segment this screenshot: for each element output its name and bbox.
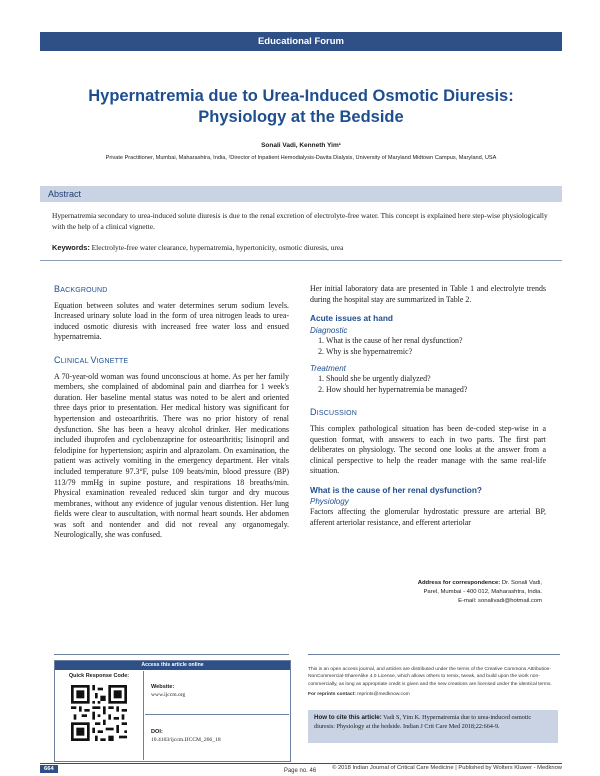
abstract-text: Hypernatremia secondary to urea-induced solute diuresis is due to the renal excretion of electrolyte-free water. This concept is explained here step-wise physiologically with the help of a clinical vignette. [52,211,548,231]
license-divider [308,654,560,655]
website-label: Website: [151,684,175,690]
doi-link[interactable]: 10.4103/ijccm.IJCCM_266_18 [151,737,221,743]
discussion-text: This complex pathological situation has been de-coded step-wise in a question format, with answers to each in two parts. The first part deliberates on physiology. The second one looks at the answer from a clinical perspective to help the reader manage with the same real-life situation. [310,423,546,476]
access-box-header: Access this article online [55,661,290,670]
keywords-text: Electrolyte-free water clearance, hypernatremia, hypertonicity, osmotic diuresis, urea [91,243,344,252]
cite-label: How to cite this article: [314,714,382,721]
qr-label: Quick Response Code: [68,673,130,679]
section-banner: Educational Forum [40,32,562,51]
keywords-label: Keywords: [52,243,90,252]
treatment-list [310,374,546,395]
cite-box [308,710,558,743]
keywords-divider [40,260,562,261]
license-text: This is an open access journal, and articles are distributed under the terms of the Creative Commons Attribution-NonCommercial-ShareAlike 4.0 License, which allows others to remix, tweak, and build upon the work non-commercially, as long as appropriate credit is given and the new creations are licensed under the identical terms. [308,667,552,687]
question-heading: What is the cause of her renal dysfunction? [310,484,482,495]
correspondence-name: Dr. Sonali Vadi, [501,580,542,586]
right-column [310,284,546,528]
access-divider [54,654,289,655]
left-column [54,284,289,541]
keywords [52,243,556,252]
website-cell [145,671,289,715]
clinical-vignette-heading: CLINICAL VIGNETTE [54,354,129,365]
page-label: Page no. 46 [283,768,317,774]
diagnostic-heading: Diagnostic [310,325,348,335]
physiology-heading: Physiology [310,496,349,506]
correspondence-line: Parel, Mumbai - 400 012, Maharashtra, India. [423,589,542,595]
treatment-heading: Treatment [310,363,346,373]
list-item: 2. How should her hypernatremia be managed? [326,385,546,396]
list-item: 1. What is the cause of her renal dysfunction? [326,336,546,347]
journal-credit: © 2018 Indian Journal of Critical Care Medicine | Published by Wolters Kluwer - Medknow [332,765,562,771]
doi-cell [145,716,289,760]
discussion-heading: DISCUSSION [310,407,358,418]
title-line-1: Hypernatremia due to Urea-Induced Osmotic Diuresis: [88,87,514,105]
qr-code-icon[interactable] [71,685,127,741]
diagnostic-list [310,336,546,357]
authors: Sonali Vadi, Kenneth Yim¹ [261,142,341,149]
qr-cell [55,671,144,760]
cite-text: Vadi S, Yim K. Hypernatremia due to urea-induced osmotic diuresis: Physiology at the bedside. Indian J Crit Care Med 2018;22:664-9. [314,714,532,730]
clinical-vignette-text: A 70-year-old woman was found unconscious at home. As per her family members, she complained of abdominal pain and diarrhea for 1 week's duration. Her baseline mental status was noted to be alert and oriented three days prior to presentation. Her medical history was significant for hypertension and osteoarthritis. There was no prior history of renal dysfunction. She has been a heavy alcohol drinker. Her medications included ibuprofen and cyclobenzaprine for osteoarthritis; lisinopril and felodipine for hypertension; aspirin and alprazolam. On examination, the patient was actively vomiting in the emergency department. Her vitals included temperature 97.3°F, pulse 109 beats/min, blood pressure (BP) 113/79 mmHg in supine posture, and respirations 18 breaths/min. Physical examination revealed reduced skin turgor and dry mucous membranes, without any evidence of jugular venous distention. Her lung fields were clear to auscultation, with normal heart sounds. Her abdomen was soft and nontender and did not reveal any organomegaly. Neurologically, she was confused. [54,371,289,540]
correspondence-address [390,579,542,606]
license-notice [308,666,560,698]
correspondence-email[interactable]: E-mail: sonalivadi@hotmail.com [458,598,542,604]
acute-issues-heading: Acute issues at hand [310,313,393,324]
reprints-email[interactable]: reprints@medknow.com [357,691,410,697]
intro-text: Her initial laboratory data are presented in Table 1 and electrolyte trends during the hospital stay are summarized in Table 2. [310,284,546,304]
list-item: 2. Why is she hypernatremic? [326,347,546,358]
correspondence-label: Address for correspondence: [417,580,501,586]
background-heading: BACKGROUND [54,284,108,294]
doi-label: DOI: [151,729,163,735]
abstract-heading: Abstract [40,186,562,202]
affiliation: Private Practitioner, Mumbai, Maharashtra, India, ¹Director of Inpatient Hemodialysis-Davita Dialysis, University of Maryland Midtown Campus, Maryland, USA [105,155,497,161]
article-title [40,86,562,128]
reprints-label: For reprints contact: [308,691,356,697]
list-item: 1. Should she be urgently dialyzed? [326,374,546,385]
physiology-text: Factors affecting the glomerular hydrostatic pressure are arterial BP, afferent arteriolar resistance, and efferent arteriolar [310,507,546,527]
access-box [54,660,291,762]
page-number: 664 [40,765,58,773]
background-text: Equation between solutes and water determines serum sodium levels. Increased urinary solute load in the form of urea nitrogen leads to urea-induced osmotic diuresis with increased free water loss and ensued hypernatremia. [54,300,289,342]
website-link[interactable]: www.ijccm.org [151,692,186,698]
title-line-2: Physiology at the Bedside [198,108,404,126]
